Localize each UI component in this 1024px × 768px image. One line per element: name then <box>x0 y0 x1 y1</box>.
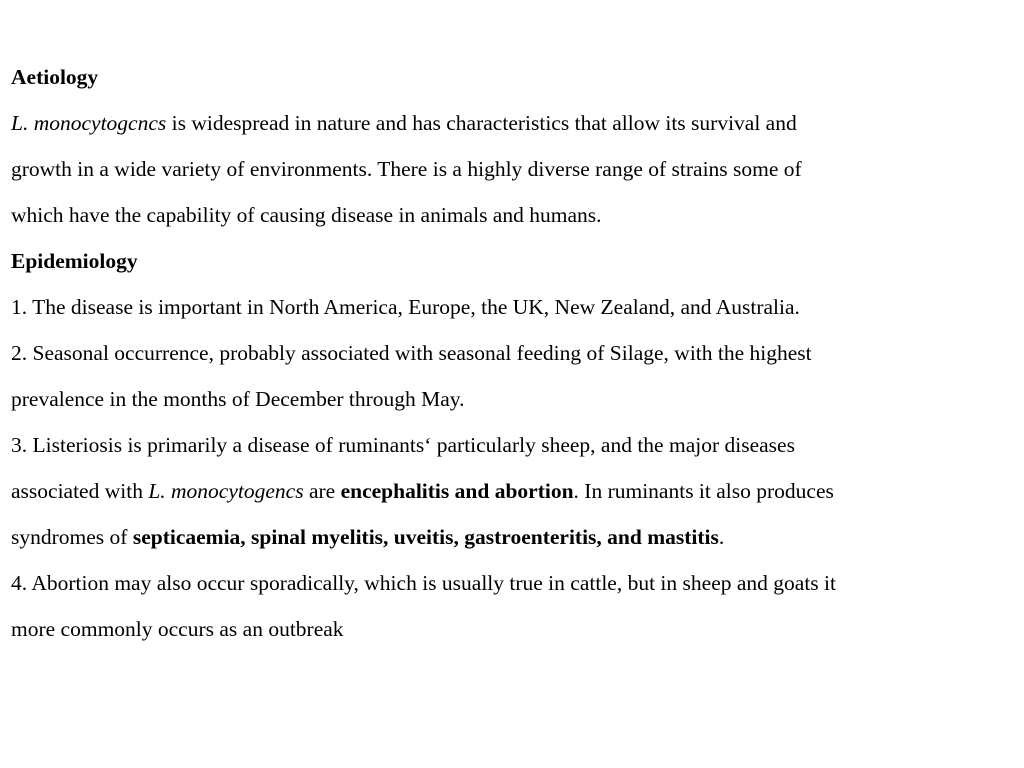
aetiology-heading: Aetiology <box>11 65 99 89</box>
epidemiology-item-3-line-3 <box>11 514 1016 560</box>
epidemiology-item-3-line-1: 3. Listeriosis is primarily a disease of ruminants‘ particularly sheep, and the major diseases <box>11 433 795 457</box>
epidemiology-item-1: 1. The disease is important in North America, Europe, the UK, New Zealand, and Australia. <box>11 295 800 319</box>
organism-name: L. monocytogcncs <box>11 111 167 135</box>
epidemiology-item-4-line-2: more commonly occurs as an outbreak <box>11 617 344 641</box>
item-3-text-b: are <box>303 479 341 503</box>
item-3-text-e: . <box>718 525 725 549</box>
epidemiology-item-2-line-2: prevalence in the months of December through May. <box>11 387 465 411</box>
aetiology-line-2: growth in a wide variety of environments. There is a highly diverse range of strains some of <box>11 157 802 181</box>
aetiology-line-1-text: is widespread in nature and has characteristics that allow its survival and <box>166 111 797 135</box>
emphasis-diseases: encephalitis and abortion <box>340 479 574 503</box>
epidemiology-item-2-line-1: 2. Seasonal occurrence, probably associated with seasonal feeding of Silage, with the highest <box>11 341 812 365</box>
aetiology-line-1 <box>11 100 1016 146</box>
aetiology-line-3: which have the capability of causing disease in animals and humans. <box>11 203 602 227</box>
item-3-text-d: syndromes of <box>11 525 133 549</box>
epidemiology-item-3-line-2 <box>11 468 1016 514</box>
item-3-text-c: . In ruminants it also produces <box>573 479 834 503</box>
emphasis-syndromes: septicaemia, spinal myelitis, uveitis, gastroenteritis, and mastitis <box>132 525 719 549</box>
epidemiology-heading: Epidemiology <box>11 249 138 273</box>
epidemiology-item-4-line-1: 4. Abortion may also occur sporadically, which is usually true in cattle, but in sheep and goats it <box>11 571 836 595</box>
document-body <box>11 54 1016 652</box>
organism-name: L. monocytogencs <box>148 479 304 503</box>
item-3-text-a: associated with <box>11 479 149 503</box>
